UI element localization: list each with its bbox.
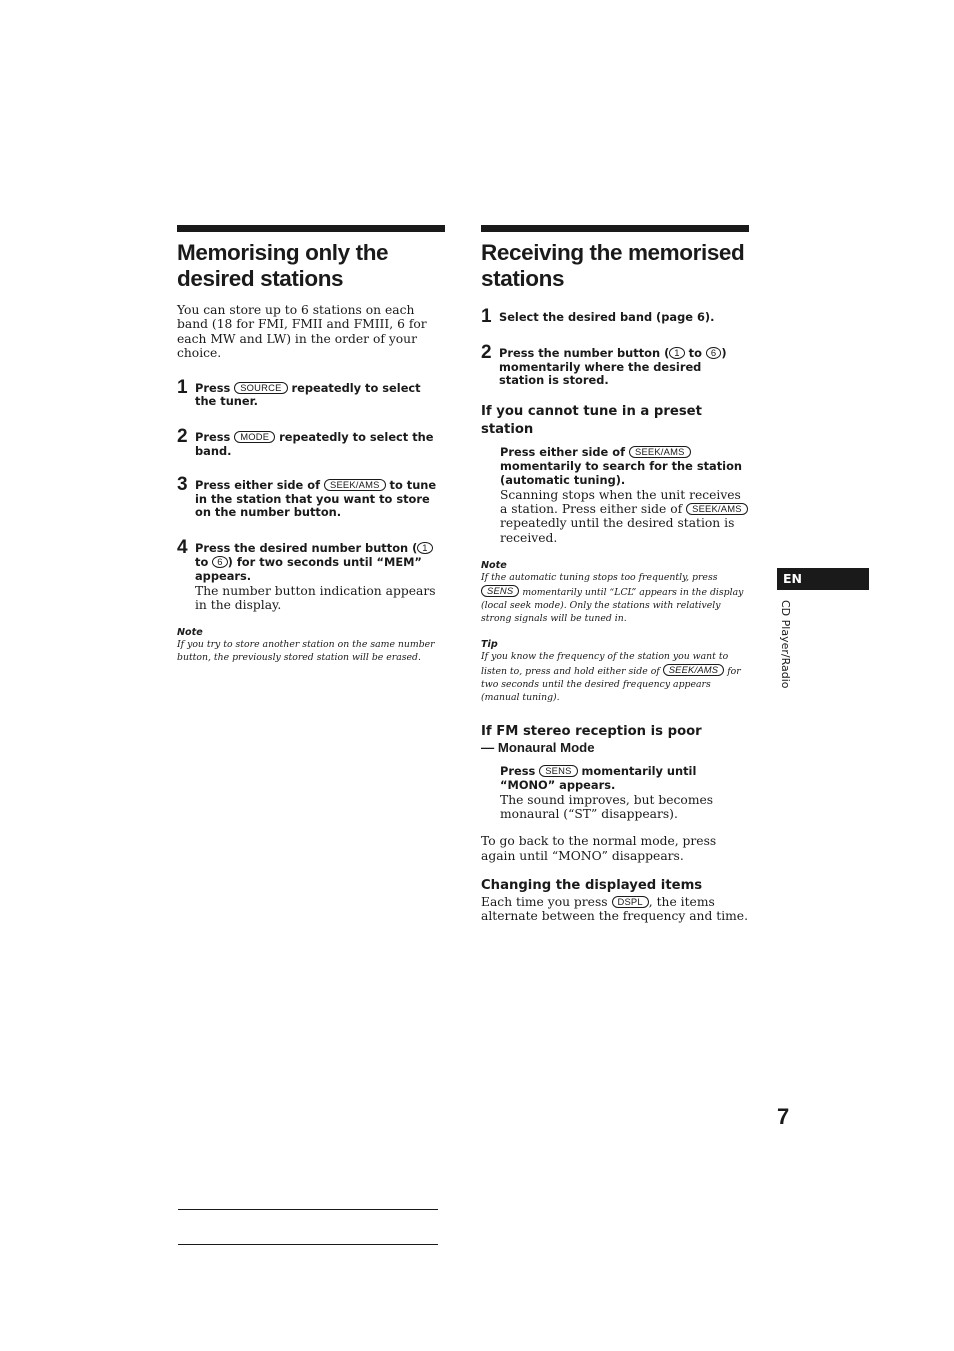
tip-label: Tip	[481, 639, 498, 651]
number-1-button: 1	[669, 347, 684, 359]
monaural-subheading: — Monaural Mode	[481, 740, 595, 756]
seek-ams-button: SEEK/AMS	[663, 664, 725, 676]
cannot-tune-block: Press either side of SEEK/AMS momentarily to search for the station (automatic tuning). Scanning stops when the unit receives a station. Press either side of SEEK/AMS repeatedly until the desired station is received.	[481, 446, 749, 545]
note-label: Note	[177, 627, 203, 639]
normal-mode-text: To go back to the normal mode, press again until “MONO” disappears.	[481, 834, 717, 863]
seek-ams-button: SEEK/AMS	[324, 479, 386, 491]
step-2: 2 Press MODE repeatedly to select the band.	[177, 426, 434, 459]
section-side-label: CD Player/Radio	[779, 600, 792, 689]
fm-stereo-block: Press SENS momentarily until “MONO” appears. The sound improves, but becomes monaural (“ST” disappears).	[481, 765, 749, 821]
step-1: 1 Select the desired band (page 6).	[481, 306, 715, 327]
section-title: Receiving the memorised stations	[481, 240, 745, 291]
section-rule	[177, 225, 445, 232]
cannot-tune-heading: If you cannot tune in a preset station	[481, 404, 702, 437]
bottom-rule-1	[178, 1209, 438, 1210]
bottom-rule-2	[178, 1244, 438, 1245]
step-number: 2	[481, 341, 492, 363]
step-number: 1	[481, 306, 492, 327]
left-column	[177, 225, 445, 665]
note-text: If the automatic tuning stops too frequently, press SENS momentarily until “LCL” appears in the display (local seek mode). Only the stations with relatively strong signals will be tuned in.	[481, 572, 744, 624]
step-1: 1 Press SOURCE repeatedly to select the tuner.	[177, 376, 421, 409]
display-heading: Changing the displayed items	[481, 878, 703, 894]
tip-text: If you know the frequency of the station you want to listen to, press and hold either side of SEEK/AMS for two seconds until the desired frequency appears (manual tuning).	[481, 651, 741, 703]
step-3: 3 Press either side of SEEK/AMS to tune in the station that you want to store on the number button.	[177, 473, 437, 520]
sens-button: SENS	[539, 765, 577, 777]
step-number: 3	[177, 473, 188, 495]
intro-text: You can store up to 6 stations on each band (18 for FMI, FMII and FMIII, 6 for each MW and LW) in the order of your choice.	[177, 303, 427, 361]
mode-button: MODE	[234, 431, 275, 443]
note-text: If you try to store another station on the same number button, the previously stored station will be erased.	[177, 639, 435, 664]
note-label: Note	[481, 560, 507, 572]
step-number: 2	[177, 426, 188, 448]
fm-stereo-detail: The sound improves, but becomes monaural (“ST” disappears).	[500, 792, 714, 822]
number-1-button: 1	[417, 542, 432, 554]
step-number: 4	[177, 537, 188, 559]
display-text: Each time you press DSPL , the items alternate between the frequency and time.	[481, 894, 748, 924]
source-button: SOURCE	[234, 382, 287, 394]
fm-stereo-heading: If FM stereo reception is poor	[481, 723, 702, 739]
number-6-button: 6	[212, 556, 227, 568]
dspl-button: DSPL	[612, 896, 649, 908]
right-column	[481, 225, 749, 924]
step-4: 4 Press the desired number button ( 1 to 6 ) for two seconds until “MEM” appears. The number button indication appears in the display.	[177, 542, 445, 612]
language-tab: EN	[777, 568, 869, 590]
sens-button: SENS	[481, 585, 519, 597]
seek-ams-button: SEEK/AMS	[686, 503, 748, 515]
section-rule	[481, 225, 749, 232]
note	[177, 627, 445, 665]
note	[481, 560, 749, 625]
step-2: 2 Press the number button ( 1 to 6 ) momentarily where the desired station is stored.	[481, 341, 727, 388]
page-number: 7	[777, 1104, 790, 1129]
section-title: Memorising only the desired stations	[177, 240, 389, 291]
number-6-button: 6	[706, 347, 721, 359]
step-detail: The number button indication appears in the display.	[195, 583, 436, 612]
seek-ams-button: SEEK/AMS	[629, 446, 691, 458]
tip	[481, 639, 749, 704]
step-number: 1	[177, 376, 188, 398]
